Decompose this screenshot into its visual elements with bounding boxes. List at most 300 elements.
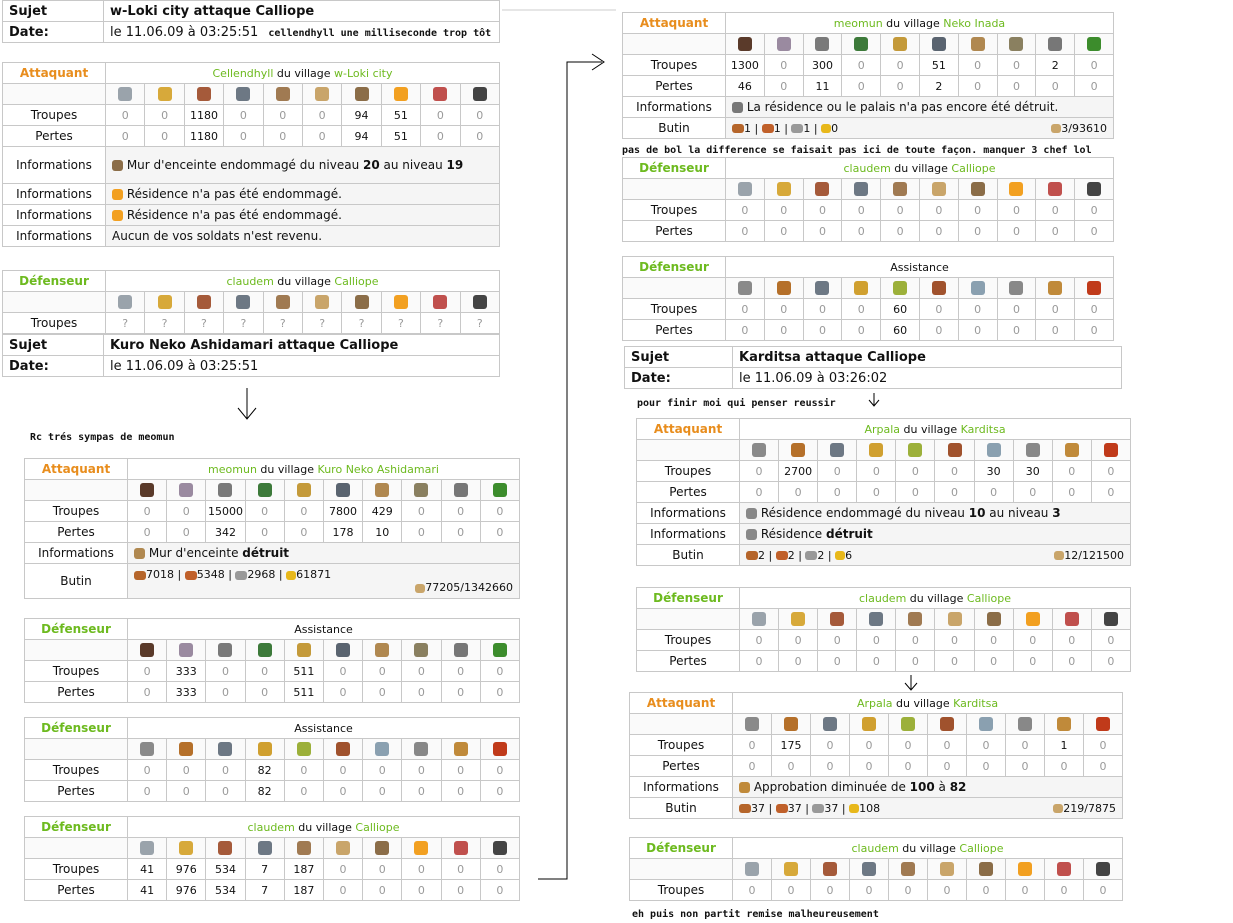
table-cell: 0 (919, 200, 958, 221)
table-cell: 0 (850, 756, 889, 777)
troops-row (3, 105, 500, 126)
table-cell: 0 (779, 630, 818, 651)
catapult-icon (112, 210, 123, 221)
table-cell (25, 640, 128, 661)
table-cell (630, 859, 733, 880)
text-fragment: Approbation diminuée de (753, 780, 910, 794)
table-cell (764, 278, 803, 299)
down-arrow-icon (238, 408, 256, 419)
unit-icons-row (623, 278, 1114, 299)
table-cell: 1180 (184, 126, 223, 147)
horse-icon (336, 841, 350, 855)
table-cell: Informations (3, 184, 106, 205)
table-cell (967, 714, 1006, 735)
table-cell: Informations (637, 503, 740, 524)
table-cell (764, 179, 803, 200)
attacker-village-link[interactable]: Kuro Neko Ashidamari (317, 462, 439, 476)
table-cell: 0 (764, 320, 803, 341)
table-cell: 7 (245, 880, 284, 901)
table-cell (623, 34, 726, 55)
attacker-player-link[interactable]: Cellendhyll (212, 66, 274, 80)
table-cell: 0 (779, 651, 818, 672)
table-cell (167, 838, 206, 859)
horse-icon (258, 841, 272, 855)
attacker-village-link[interactable]: w-Loki city (334, 66, 393, 80)
table-cell: 0 (263, 126, 302, 147)
table-cell: ? (460, 313, 499, 334)
table-cell: 0 (928, 756, 967, 777)
table-cell: 0 (733, 880, 772, 901)
table-cell (919, 179, 958, 200)
table-cell: 0 (726, 320, 765, 341)
table-cell (974, 440, 1013, 461)
defender-village-link[interactable]: Calliope (355, 820, 400, 834)
text-fragment: 108 (859, 801, 881, 815)
table-cell: Pertes (630, 756, 733, 777)
table-cell: 7800 (323, 501, 362, 522)
horse-icon (336, 643, 350, 657)
text-fragment: Mur d'enceinte endommagé du niveau (126, 158, 363, 172)
horse-icon (869, 443, 883, 457)
table-cell: 0 (803, 221, 842, 242)
scout-icon (258, 643, 272, 657)
text-fragment: Mur d'enceinte (148, 546, 243, 560)
bag-icon (1051, 124, 1061, 133)
horse-icon (297, 643, 311, 657)
defender-player-link[interactable]: claudem (226, 274, 274, 288)
text-fragment: Résidence n'a pas été endommagé. (126, 208, 342, 222)
report-1 (2, 0, 500, 43)
losses-row (25, 682, 520, 703)
comment-note: pour finir moi qui penser reussir (637, 398, 836, 409)
table-cell (106, 184, 500, 205)
losses-row (637, 651, 1131, 672)
table-cell: Butin (25, 564, 128, 599)
table-cell: Défenseur (25, 718, 128, 739)
table-cell: 0 (1036, 320, 1075, 341)
catapult-icon (394, 87, 408, 101)
table-cell: Troupes (25, 501, 128, 522)
attacker-village-link[interactable]: Neko Inada (943, 16, 1006, 30)
table-cell (881, 278, 920, 299)
table-row (25, 619, 520, 640)
table-cell (958, 179, 997, 200)
table-cell (997, 34, 1036, 55)
attacker-table-4 (636, 418, 1131, 566)
table-cell: Informations (3, 147, 106, 184)
table-cell: Informations (637, 524, 740, 545)
subject-label: Sujet (3, 335, 104, 356)
iron-icon (791, 124, 803, 133)
table-cell (3, 292, 106, 313)
subject-title[interactable]: w-Loki city attaque Calliope (104, 1, 500, 22)
table-cell (850, 714, 889, 735)
text-fragment: du village (273, 274, 335, 288)
table-cell: 0 (402, 859, 441, 880)
text-fragment: 2 (758, 548, 765, 562)
catapult-icon (414, 841, 428, 855)
table-cell: 0 (881, 200, 920, 221)
table-cell: 0 (441, 661, 480, 682)
table-cell: 0 (323, 859, 362, 880)
text-fragment: 12/121500 (1064, 548, 1124, 562)
table-cell: Pertes (25, 781, 128, 802)
scout-icon (258, 483, 272, 497)
table-cell: ? (302, 313, 341, 334)
text-fragment: 61871 (296, 568, 332, 581)
table-cell (128, 459, 520, 480)
attacker-player-link[interactable]: meomun (208, 462, 257, 476)
troops-row (25, 661, 520, 682)
table-row (630, 693, 1123, 714)
iron-icon (235, 571, 247, 580)
table-cell: 0 (441, 522, 480, 543)
table-cell: 0 (263, 105, 302, 126)
level-value: 100 (909, 780, 935, 794)
table-cell: 0 (284, 501, 323, 522)
text-fragment: La résidence ou le palais n'a pas encore été détruit. (746, 100, 1059, 114)
crop-icon (821, 124, 831, 133)
horse-icon (336, 483, 350, 497)
table-cell (630, 714, 733, 735)
catapult-icon (414, 742, 428, 756)
table-cell: 60 (881, 299, 920, 320)
table-cell: ? (145, 313, 184, 334)
table-row (25, 459, 520, 480)
table-cell: 51 (381, 105, 420, 126)
table-cell: 0 (803, 200, 842, 221)
axe-icon (218, 841, 232, 855)
table-cell: 0 (974, 630, 1013, 651)
table-cell: Troupes (637, 630, 740, 651)
table-cell (958, 278, 997, 299)
defender-player-link[interactable]: claudem (859, 591, 907, 605)
troops-row (637, 461, 1131, 482)
table-cell: Pertes (3, 126, 106, 147)
table-cell (818, 440, 857, 461)
spear-icon (140, 742, 154, 756)
table-cell (1075, 34, 1114, 55)
table-cell: Aucun de vos soldats n'est revenu. (106, 226, 500, 247)
table-row (25, 718, 520, 739)
settler-icon (493, 742, 507, 756)
attacker-label: Attaquant (3, 63, 106, 84)
table-cell: 0 (726, 200, 765, 221)
table-cell (997, 278, 1036, 299)
table-cell: 0 (245, 501, 284, 522)
table-cell (323, 739, 362, 760)
table-cell (889, 714, 928, 735)
table-cell (480, 739, 519, 760)
table-cell (1052, 440, 1091, 461)
catapult-icon (1026, 612, 1040, 626)
table-cell: Pertes (623, 320, 726, 341)
date-value: le 11.06.09 à 03:25:51 (110, 24, 259, 40)
info-row (25, 543, 520, 564)
table-cell: 0 (935, 482, 974, 503)
table-cell: 0 (1006, 880, 1045, 901)
troops-row (623, 299, 1114, 320)
defender-village-link[interactable]: Calliope (334, 274, 379, 288)
table-cell: 0 (764, 55, 803, 76)
defender-table-1 (2, 270, 500, 334)
table-cell: 0 (1084, 756, 1123, 777)
table-cell: 0 (1091, 482, 1130, 503)
table-cell: 0 (881, 55, 920, 76)
right-arrow-icon (592, 54, 604, 70)
table-cell: Butin (630, 798, 733, 819)
table-cell (1013, 440, 1052, 461)
table-cell: Pertes (623, 221, 726, 242)
table-cell (284, 480, 323, 501)
axe-icon (815, 37, 829, 51)
horse-icon (297, 483, 311, 497)
table-cell: 0 (128, 760, 167, 781)
table-cell (623, 278, 726, 299)
table-cell: 0 (402, 781, 441, 802)
table-cell: 0 (480, 501, 519, 522)
table-cell (1006, 714, 1045, 735)
table-cell: Défenseur (25, 619, 128, 640)
table-cell (224, 84, 263, 105)
iron-icon (805, 551, 817, 560)
table-cell: 41 (128, 859, 167, 880)
defender-player-link[interactable]: claudem (843, 161, 891, 175)
table-cell (1036, 34, 1075, 55)
table-row (623, 158, 1114, 179)
table-cell (1006, 859, 1045, 880)
table-cell (402, 838, 441, 859)
text-fragment: 5348 (196, 568, 225, 581)
ram-icon (987, 612, 1001, 626)
text-fragment: 2 (817, 548, 825, 562)
table-cell: 0 (997, 320, 1036, 341)
table-cell (733, 838, 1123, 859)
table-cell (106, 147, 500, 184)
defender-table-2c (24, 816, 520, 901)
table-cell: ? (342, 313, 381, 334)
table-cell (128, 640, 167, 661)
table-cell: 0 (145, 105, 184, 126)
table-cell: 0 (302, 105, 341, 126)
table-cell: 0 (1091, 651, 1130, 672)
ram-icon (375, 483, 389, 497)
horse-icon (315, 295, 329, 309)
defender-player-link[interactable]: claudem (247, 820, 295, 834)
table-cell: 0 (772, 756, 811, 777)
settler-icon (493, 643, 507, 657)
chief-icon (1057, 862, 1071, 876)
table-cell: 0 (857, 461, 896, 482)
settler-icon (1087, 182, 1101, 196)
table-cell: 0 (811, 756, 850, 777)
defender-player-link[interactable]: claudem (851, 841, 899, 855)
table-cell: 0 (803, 320, 842, 341)
text-fragment: du village (273, 66, 335, 80)
bag-icon (1053, 804, 1063, 813)
table-cell (1036, 278, 1075, 299)
comment-note: pas de bol la difference se faisait pas ici de toute façon. manquer 3 chef lol (622, 145, 1092, 156)
table-cell (106, 271, 500, 292)
table-cell: 0 (740, 482, 779, 503)
table-cell: 0 (441, 501, 480, 522)
table-cell: 0 (857, 651, 896, 672)
settler-icon (493, 841, 507, 855)
ram-icon (355, 295, 369, 309)
defender-village-link[interactable]: Calliope (966, 591, 1011, 605)
table-cell: Informations (25, 543, 128, 564)
table-cell: 1 | 1 | 1 | 0 3/93610 (726, 118, 1114, 139)
table-cell: 0 (363, 760, 402, 781)
loot-row (623, 118, 1114, 139)
table-cell: Défenseur (630, 838, 733, 859)
table-cell: 0 (128, 781, 167, 802)
horse-icon (276, 87, 290, 101)
table-cell (421, 292, 460, 313)
unit-icons-row (25, 838, 520, 859)
table-row (637, 419, 1131, 440)
table-cell: 0 (733, 735, 772, 756)
chief-icon (454, 841, 468, 855)
attacker-village-link[interactable]: Karditsa (960, 422, 1006, 436)
table-cell: 41 (128, 880, 167, 901)
unit-icons-row (637, 440, 1131, 461)
horse-icon (901, 862, 915, 876)
chief-icon (454, 742, 468, 756)
attacker-player-link[interactable]: meomun (833, 16, 883, 30)
table-cell: 2700 (779, 461, 818, 482)
subject-title[interactable]: Kuro Neko Ashidamari attaque Calliope (104, 335, 500, 356)
table-cell: 0 (245, 522, 284, 543)
table-cell (284, 739, 323, 760)
table-cell (363, 480, 402, 501)
chief-icon (433, 295, 447, 309)
table-cell: 0 (145, 126, 184, 147)
table-cell: 0 (1045, 756, 1084, 777)
table-cell: 2 (919, 76, 958, 97)
table-cell (381, 292, 420, 313)
table-cell: 0 (1013, 630, 1052, 651)
catapult-icon (394, 295, 408, 309)
table-cell: 0 (128, 522, 167, 543)
subject-title[interactable]: Karditsa attaque Calliope (733, 347, 1122, 368)
table-cell (733, 714, 772, 735)
settler-icon (1096, 717, 1110, 731)
table-cell (381, 84, 420, 105)
table-cell: 0 (460, 126, 499, 147)
table-cell (302, 84, 341, 105)
table-cell: Troupes (637, 461, 740, 482)
catapult-icon (746, 529, 757, 540)
table-cell: 0 (284, 781, 323, 802)
comment-note: Rc trés sympas de meomun (30, 432, 175, 443)
table-cell: 0 (803, 299, 842, 320)
sword-icon (179, 841, 193, 855)
table-cell: Informations (623, 97, 726, 118)
table-cell: 0 (167, 781, 206, 802)
table-cell: 0 (1091, 461, 1130, 482)
table-cell: 2 | 2 | 2 | 6 12/121500 (740, 545, 1131, 566)
table-cell (224, 292, 263, 313)
table-cell: Troupes (25, 859, 128, 880)
text-fragment: 7018 (146, 568, 174, 581)
attacker-player-link[interactable]: Arpala (856, 696, 893, 710)
horse-icon (236, 295, 250, 309)
table-cell (889, 859, 928, 880)
table-cell: 0 (206, 682, 245, 703)
losses-row (25, 781, 520, 802)
table-cell: 51 (381, 126, 420, 147)
table-cell: 300 (803, 55, 842, 76)
table-cell: Butin (637, 545, 740, 566)
table-cell: 0 (889, 880, 928, 901)
table-cell: 0 (421, 105, 460, 126)
table-cell: 0 (958, 320, 997, 341)
catapult-icon (1009, 182, 1023, 196)
table-cell (1052, 609, 1091, 630)
crop-icon (835, 551, 845, 560)
losses-row (630, 756, 1123, 777)
axe-icon (197, 295, 211, 309)
loot-row (637, 545, 1131, 566)
defender-label: Défenseur (3, 271, 106, 292)
table-cell: 0 (1052, 482, 1091, 503)
info-row (637, 524, 1131, 545)
sword-icon (738, 182, 752, 196)
table-cell (740, 503, 1131, 524)
table-cell: 0 (480, 682, 519, 703)
table-cell (935, 609, 974, 630)
axe-icon (830, 612, 844, 626)
table-cell: 0 (740, 651, 779, 672)
table-cell (421, 84, 460, 105)
table-cell: 0 (1075, 299, 1114, 320)
date-value: le 11.06.09 à 03:25:51 (104, 356, 500, 377)
table-cell: 0 (106, 105, 145, 126)
table-cell: 60 (881, 320, 920, 341)
table-cell: 1300 (726, 55, 765, 76)
sword-icon (777, 182, 791, 196)
table-cell: 0 (842, 320, 881, 341)
table-cell: 0 (480, 522, 519, 543)
table-cell (1084, 859, 1123, 880)
ram-icon (971, 281, 985, 295)
table-cell: Troupes (3, 313, 106, 334)
table-cell (128, 543, 520, 564)
chief-icon (732, 102, 743, 113)
table-cell: Défenseur (623, 158, 726, 179)
table-row (3, 63, 500, 84)
table-cell (1091, 440, 1130, 461)
table-cell: 0 (740, 461, 779, 482)
attacker-village-link[interactable]: Karditsa (953, 696, 999, 710)
axe-icon (823, 862, 837, 876)
defender-village-link[interactable]: Calliope (959, 841, 1004, 855)
comment-note: cellendhyll une milliseconde trop tôt (268, 27, 492, 39)
table-cell: 0 (323, 682, 362, 703)
table-cell (637, 609, 740, 630)
table-cell: 0 (726, 299, 765, 320)
chief-icon (1048, 281, 1062, 295)
axe-icon (197, 87, 211, 101)
table-cell: 94 (342, 126, 381, 147)
table-cell: 0 (733, 756, 772, 777)
table-row (3, 271, 500, 292)
info-row (3, 147, 500, 184)
attacker-player-link[interactable]: Arpala (864, 422, 901, 436)
defender-village-link[interactable]: Calliope (951, 161, 996, 175)
table-cell (733, 859, 772, 880)
